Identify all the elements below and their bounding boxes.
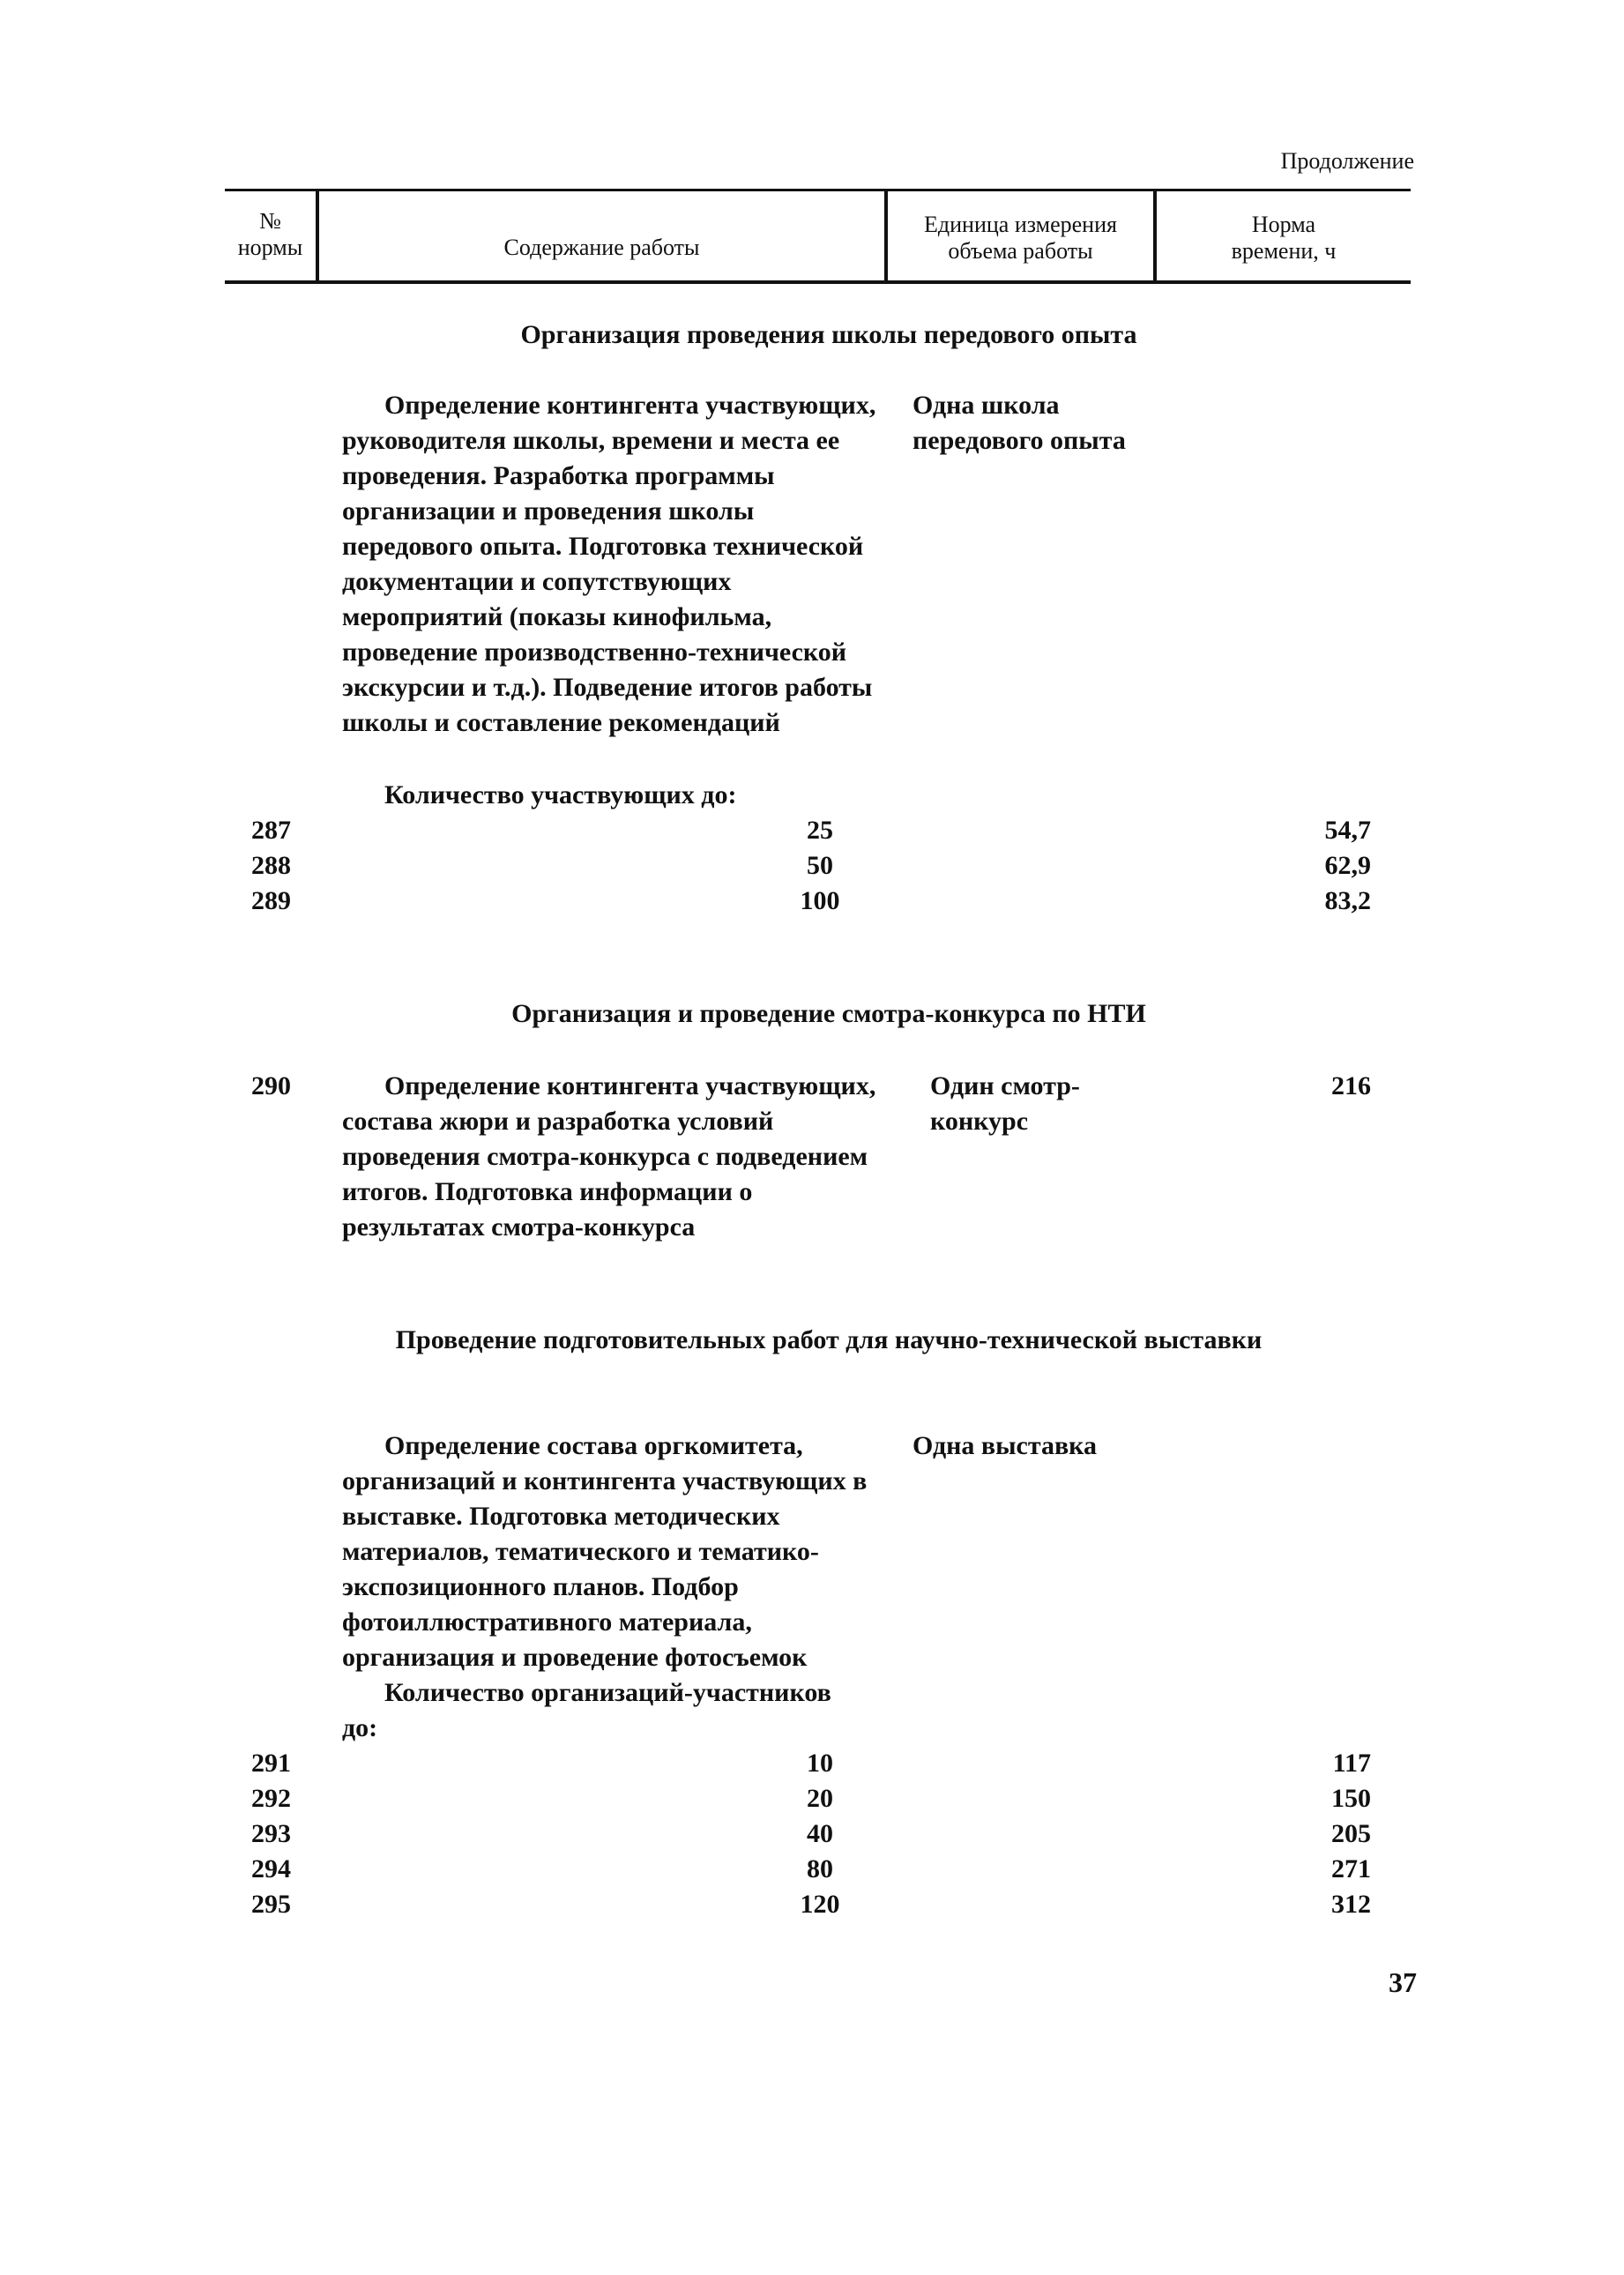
table-row: 294 80 271	[251, 1854, 1371, 1883]
table-row: 289 100 83,2	[251, 886, 1371, 915]
section-title-school: Организация проведения школы передового опыта	[520, 320, 1137, 349]
header-col-norm: Норма времени, ч	[1231, 212, 1337, 264]
section-description-contest: Определение контингента участвующих, состава жюри и разработка условий проведения смотра-конкурса с подведением итогов. Подготовка информации о результатах смотра-конкурса	[342, 1071, 876, 1242]
section-description-exhibition: Определение состава оргкомитета, организаций и контингента участвующих в выставке. Подготовка методических материалов, тематического и тематико-экспозиционного планов. Подбор фотоиллюстративного материала, организация и проведение фотосъемок	[342, 1431, 868, 1672]
section-unit-school: Одна школа передового опыта	[913, 391, 1126, 455]
header-bottom-rule	[225, 280, 1411, 284]
continuation-label: Продолжение	[1280, 148, 1414, 174]
quantity-label-school: Количество участвующих до:	[384, 780, 737, 809]
section-title-exhibition: Проведение подготовительных работ для научно-технической выставки	[395, 1325, 1263, 1354]
table-row: 288 50 62,9	[251, 851, 1371, 880]
table-row: 292 20 150	[251, 1784, 1371, 1813]
header-col-number: № нормы	[237, 208, 303, 260]
table-row: 287 25 54,7	[251, 816, 1371, 845]
table-row: 293 40 205	[251, 1819, 1371, 1848]
page-number: 37	[1389, 1966, 1417, 1998]
quantity-label-exhibition-cont: до:	[342, 1713, 378, 1742]
header-col-unit: Единица измерения объема работы	[924, 212, 1117, 264]
section-unit-exhibition: Одна выставка	[913, 1431, 1097, 1460]
section-title-contest: Организация и проведение смотра-конкурса по НТИ	[511, 999, 1146, 1028]
header-col-content: Содержание работы	[503, 235, 700, 260]
header-top-rule	[225, 189, 1411, 191]
section-unit-contest: Один смотр-конкурс	[930, 1071, 1080, 1136]
quantity-label-exhibition: Количество организаций-участников	[384, 1678, 831, 1707]
section-description-school: Определение контингента участвующих, руководителя школы, времени и места ее проведения. Разработка программы организации и проведения школы передового опыта. Подготовка технической документации и сопутствующих мероприятий (показы кинофильма, проведение производственно-технической экскурсии и т.д.). Подведение итогов работы школы и составление рекомендаций	[342, 391, 876, 737]
table-row: 290 216	[251, 1071, 1371, 1100]
table-row: 291 10 117	[251, 1749, 1371, 1778]
table-row: 295 120 312	[251, 1890, 1371, 1919]
